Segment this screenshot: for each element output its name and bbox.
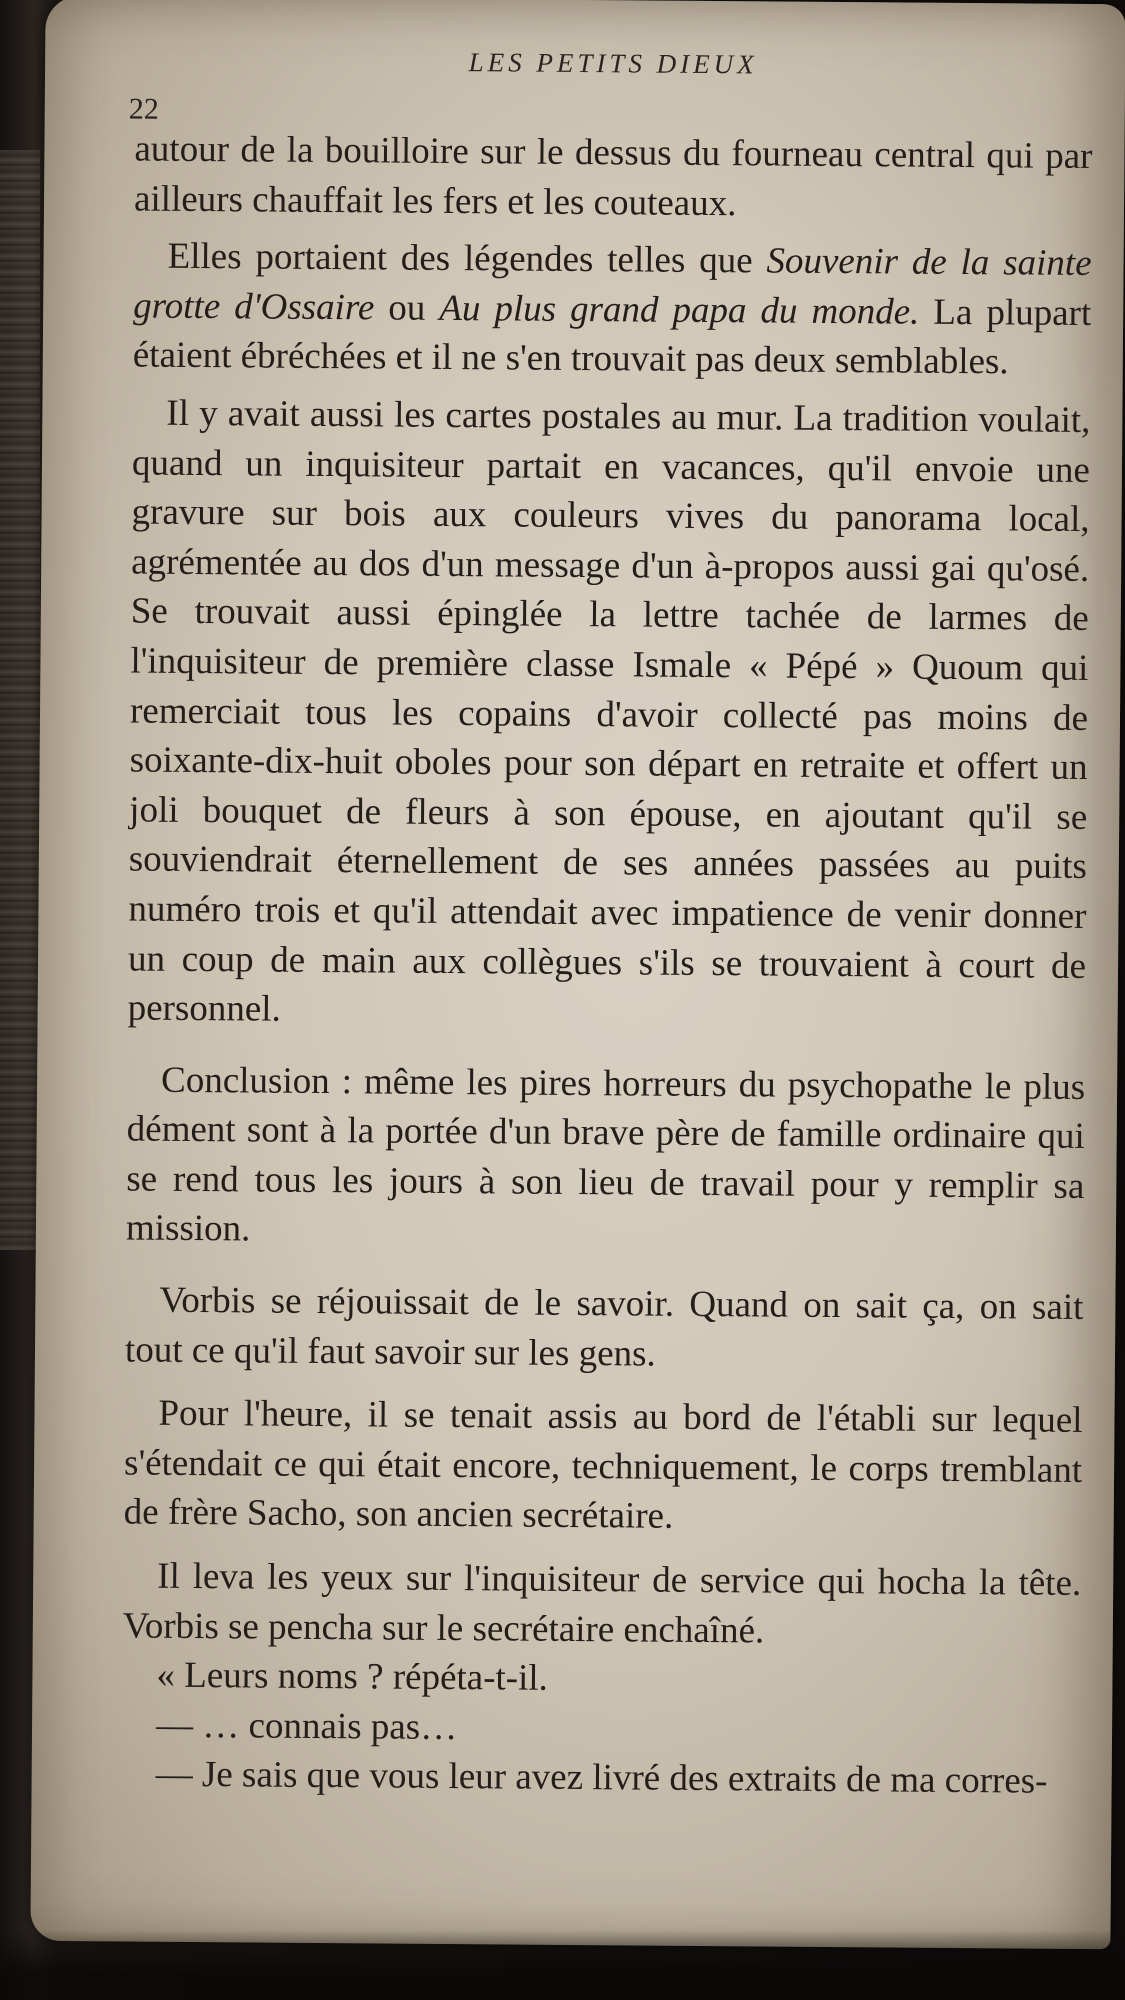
dialogue-line-3: — Je sais que vous leur avez livré des extraits de ma corres- [155, 1754, 1048, 1803]
paragraph-4: Conclusion : même les pires horreurs du psychopathe le plus dément sont à la portée d'un brave père de famille ordinaire qui se rend tous les jours à son lieu de travail pour y remplir sa mission. [125, 1059, 1086, 1250]
book-page-edges [0, 150, 40, 1250]
paragraph-7: Il leva les yeux sur l'inquisiteur de service qui hocha la tête. Vorbis se pencha sur le secrétaire enchaîné. [122, 1555, 1082, 1652]
paragraph-1: autour de la bouilloire sur le dessus du fourneau central qui par ailleurs chauffait les fers et les couteaux. [133, 128, 1093, 224]
dialogue-line-1: « Leurs noms ? répéta-t-il. [156, 1654, 549, 1700]
page-body [121, 124, 1092, 1806]
paragraph-6: Pour l'heure, il se tenait assis au bord de l'établi sur lequel s'étendait ce qui était encore, techniquement, le corps tremblant de frère Sacho, son ancien secrétaire. [123, 1392, 1083, 1538]
running-title: LES PETITS DIEUX [468, 47, 758, 80]
paragraph-2-text-a: Elles portaient des légendes telles que [167, 235, 767, 282]
paragraph-5: Vorbis se réjouissait de le savoir. Quand on sait ça, on sait tout ce qu'il faut savoir sur les gens. [124, 1279, 1084, 1375]
paragraph-2-italic-2: Au plus grand papa du monde. [439, 287, 920, 333]
paragraph-2-text-c: La plupart étaient ébréchées et il ne s'en trouvait pas deux semblables. [132, 291, 1092, 383]
book-page [30, 0, 1125, 1949]
page-number: 22 [128, 92, 159, 126]
paragraph-2-text-b: ou [374, 287, 440, 329]
paragraph-3: Il y avait aussi les cartes postales au mur. La tradition voulait, quand un inquisiteur partait en vacances, qu'il envoie une gravure sur bois aux couleurs vives du panorama local, agrémentée au dos d'un message d'un à-propos aussi gai qu'osé. Se trouvait aussi épinglée la lettre tachée de larmes de l'inquisiteur de première classe Ismale « Pépé » Quoum qui remerciait tous les copains d'avoir collecté pas moins de soixante-dix-huit oboles pour son départ en retraite et offert un joli bouquet de fleurs à son épouse, en ajoutant qu'il se souviendrait éternellement de ses années passées au puits numéro trois et qu'il attendait avec impatience de venir donner un coup de main aux collègues s'ils se trouvaient à court de personnel. [127, 392, 1091, 1030]
dialogue-line-2: — … connais pas… [155, 1704, 458, 1748]
paragraph-2-italic-1: Souvenir de la sainte grotte d'Ossaire [133, 240, 1092, 329]
bottom-shadow [0, 1930, 1125, 2000]
paragraph-2 [133, 232, 1092, 388]
